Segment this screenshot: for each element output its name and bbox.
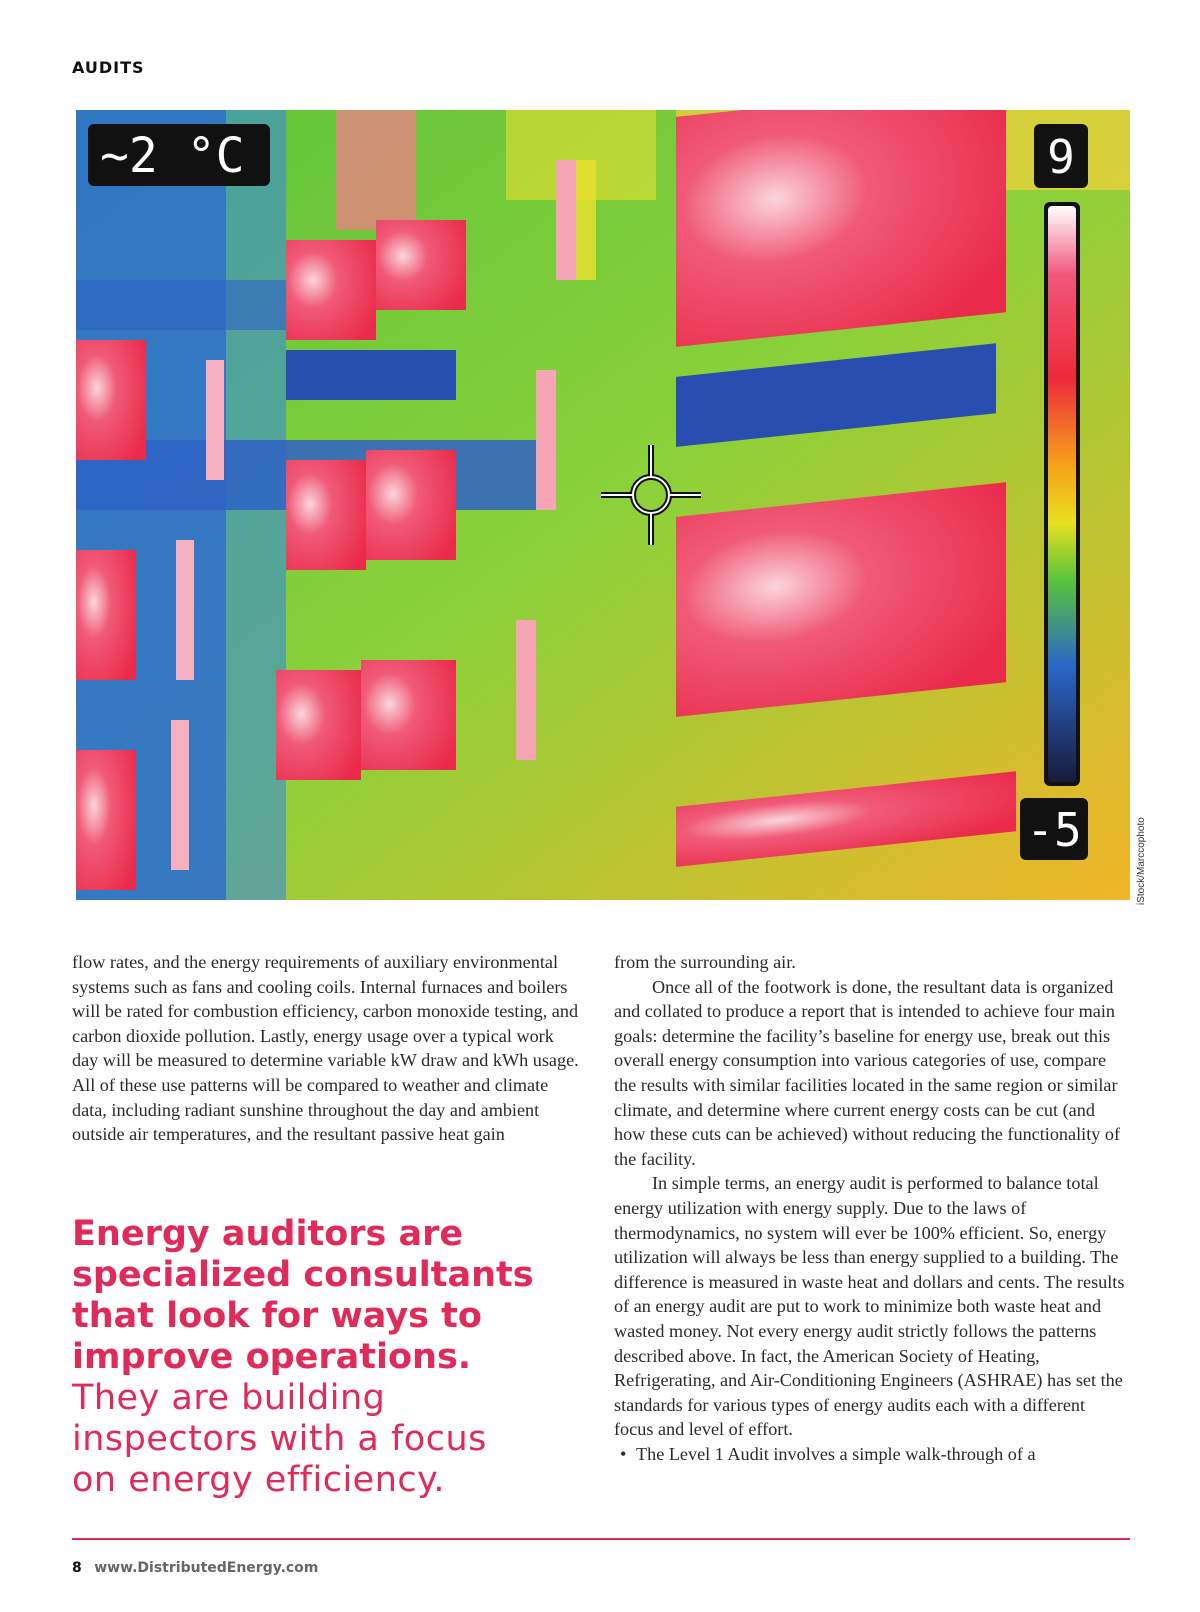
pull-quote-line: improve operations.	[72, 1337, 472, 1377]
scale-min-label: -5	[1026, 803, 1082, 857]
temperature-scale-bar	[1048, 206, 1076, 782]
body-paragraph: from the surrounding air.	[614, 952, 796, 972]
website-url: www.DistributedEnergy.com	[94, 1560, 319, 1576]
page-number: 8	[72, 1560, 82, 1576]
pull-quote-line: They are building	[72, 1378, 386, 1418]
bullet-item: • The Level 1 Audit involves a simple walk-through of a	[614, 1442, 1128, 1467]
thermal-image	[76, 110, 1130, 900]
body-paragraph: In simple terms, an energy audit is performed to balance total energy utilization with energy supply. Due to the laws of thermodynamics, no system will ever be 100% efficient. So, energy utilization will always be less than energy supplied to a building. The difference is measured in waste heat and dollars and cents. The results of an energy audit are put to work to minimize both waste heat and wasted money. Not every energy audit strictly follows the patterns described above. In fact, the American Society of Heating, Refrigerating, and Air-Conditioning Engineers (ASHRAE) has set the standards for various types of energy audits each with a different focus and level of effort.	[614, 1173, 1125, 1440]
footer	[72, 1560, 318, 1576]
section-label: AUDITS	[72, 58, 145, 77]
pull-quote-line: Energy auditors are	[72, 1214, 464, 1254]
photo-credit: iStock/Marccophoto	[1136, 817, 1147, 905]
scale-max-label: 9	[1047, 130, 1075, 184]
temperature-readout: ~2 °C	[100, 128, 245, 184]
body-paragraph: flow rates, and the energy requirements of auxiliary environmental systems such as fans and cooling coils. Internal furnaces and boilers will be rated for combustion efficiency, carbon monoxide testing, and carbon dioxide pollution. Lastly, energy usage over a typical work day will be measured to determine variable kW draw and kWh usage. All of these use patterns will be compared to weather and climate data, including radiant sunshine throughout the day and ambient outside air temperatures, and the resultant passive heat gain	[72, 952, 579, 1145]
left-column	[72, 950, 582, 1147]
pull-quote	[72, 1214, 592, 1501]
pull-quote-line: on energy efficiency.	[72, 1460, 445, 1500]
pull-quote-line: inspectors with a focus	[72, 1419, 487, 1459]
pull-quote-line: that look for ways to	[72, 1296, 482, 1336]
footer-divider	[72, 1538, 1130, 1540]
body-paragraph: Once all of the footwork is done, the resultant data is organized and collated to produce a report that is intended to achieve four main goals: determine the facility’s baseline for energy use, break out this overall energy consumption into various categories of use, compare the results with similar facilities located in the same region or similar climate, and determine where current energy costs can be cut (and how these cuts can be achieved) without reducing the functionality of the facility.	[614, 976, 1121, 1169]
right-column	[614, 950, 1128, 1466]
pull-quote-line: specialized consultants	[72, 1255, 534, 1295]
